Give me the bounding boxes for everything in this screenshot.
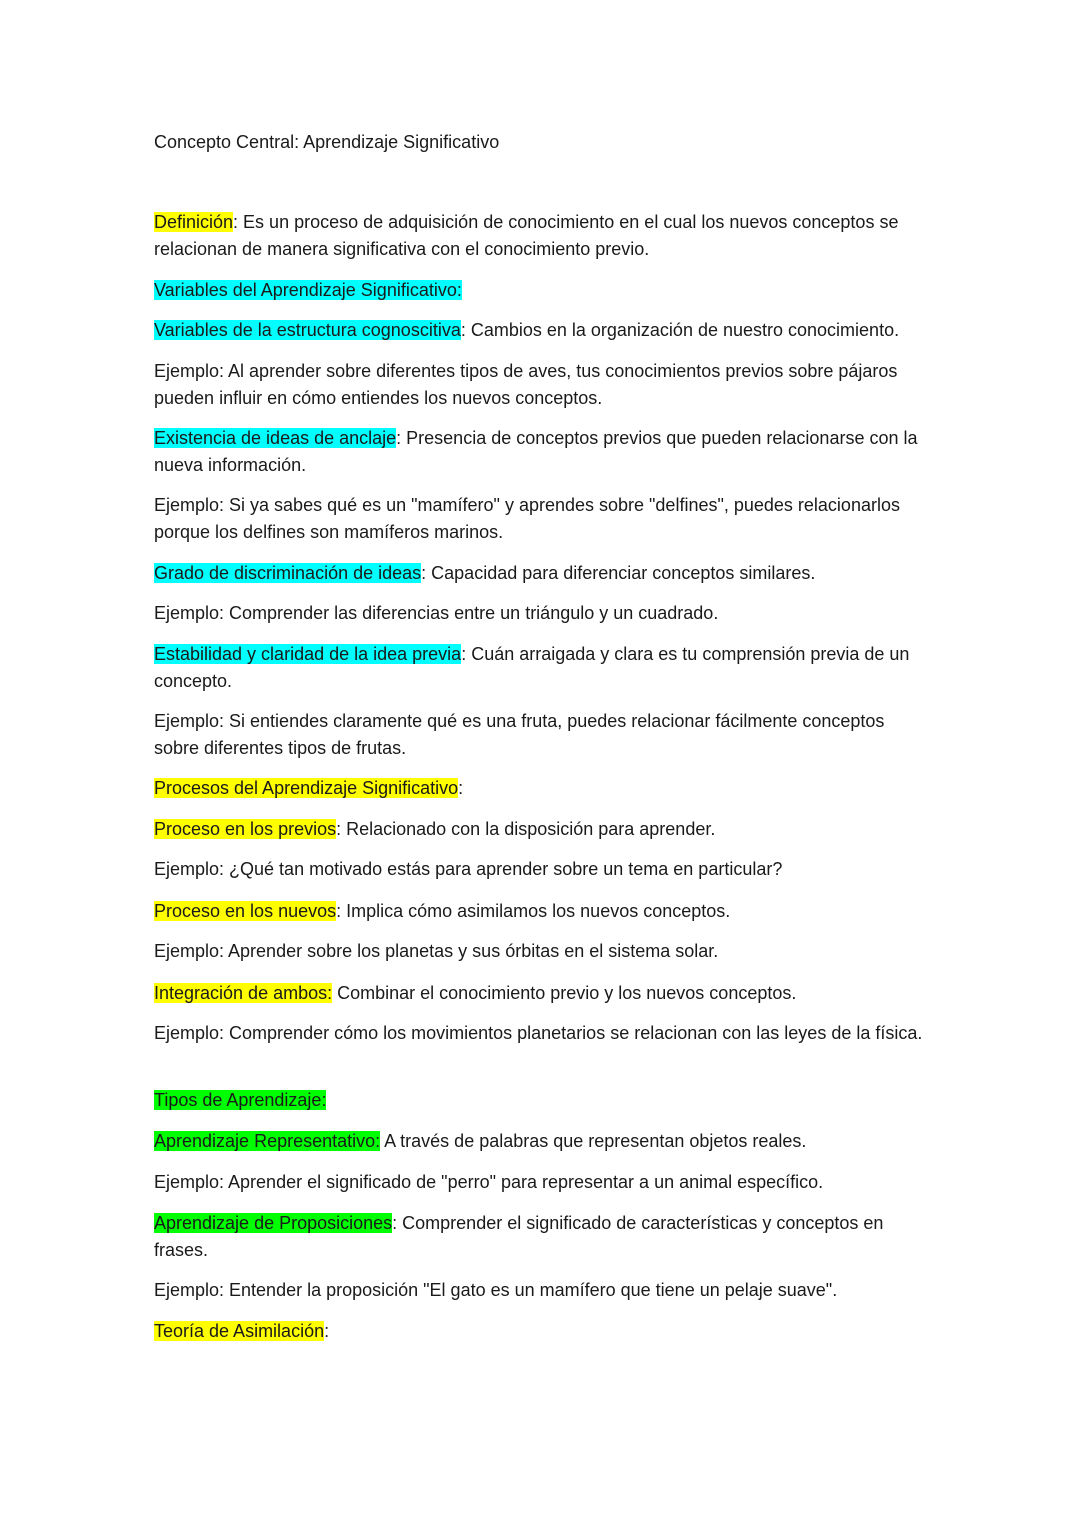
tipo-1-text: A través de palabras que representan objetos reales. <box>380 1131 807 1151</box>
definition-paragraph <box>154 209 934 263</box>
procesos-heading-suffix: : <box>458 778 464 798</box>
variable-1-text: : Cambios en la organización de nuestro conocimiento. <box>460 320 900 340</box>
variable-4-term: Estabilidad y claridad de la idea previa <box>154 644 462 664</box>
proceso-3-example: Ejemplo: Comprender cómo los movimientos planetarios se relacionan con las leyes de la física. <box>154 1023 923 1043</box>
proceso-3-text: Combinar el conocimiento previo y los nuevos conceptos. <box>332 983 797 1003</box>
variable-3 <box>154 560 934 587</box>
variables-heading-text: Variables del Aprendizaje Significativo: <box>154 280 462 300</box>
variable-2-term: Existencia de ideas de anclaje <box>154 428 397 448</box>
proceso-3-term: Integración de ambos: <box>154 983 333 1003</box>
asimilacion-heading <box>154 1318 934 1345</box>
variable-1-term: Variables de la estructura cognoscitiva <box>154 320 461 340</box>
tipo-2-term: Aprendizaje de Proposiciones <box>154 1213 393 1233</box>
proceso-1-text: : Relacionado con la disposición para aprender. <box>336 819 716 839</box>
procesos-heading-term: Procesos del Aprendizaje Significativo <box>154 778 459 798</box>
definition-text: : Es un proceso de adquisición de conocimiento en el cual los nuevos conceptos se relacionan de manera significativa con el conocimiento previo. <box>154 212 899 259</box>
variable-3-term: Grado de discriminación de ideas <box>154 563 422 583</box>
variable-3-example: Ejemplo: Comprender las diferencias entre un triángulo y un cuadrado. <box>154 603 719 623</box>
tipo-1-term: Aprendizaje Representativo: <box>154 1131 381 1151</box>
variable-4-example: Ejemplo: Si entiendes claramente qué es una fruta, puedes relacionar fácilmente conceptos sobre diferentes tipos de frutas. <box>154 711 885 758</box>
tipo-2-example: Ejemplo: Entender la proposición "El gato es un mamífero que tiene un pelaje suave". <box>154 1280 838 1300</box>
tipo-2 <box>154 1210 934 1264</box>
variable-1-example: Ejemplo: Al aprender sobre diferentes tipos de aves, tus conocimientos previos sobre pájaros pueden influir en cómo entiendes los nuevos conceptos. <box>154 361 898 408</box>
variable-1 <box>154 317 934 344</box>
proceso-2 <box>154 898 934 925</box>
proceso-1 <box>154 816 934 843</box>
proceso-3 <box>154 980 934 1007</box>
tipos-heading <box>154 1087 934 1114</box>
variable-2 <box>154 425 934 479</box>
definition-term: Definición <box>154 212 234 232</box>
proceso-2-term: Proceso en los nuevos <box>154 901 337 921</box>
proceso-1-term: Proceso en los previos <box>154 819 337 839</box>
variable-3-text: : Capacidad para diferenciar conceptos similares. <box>421 563 816 583</box>
variable-4 <box>154 641 934 695</box>
procesos-heading <box>154 775 934 802</box>
tipos-heading-text: Tipos de Aprendizaje: <box>154 1090 327 1110</box>
variable-2-text: : Presencia de conceptos previos que pueden relacionarse con la nueva información. <box>154 428 918 475</box>
variables-heading <box>154 277 934 304</box>
variable-2-example: Ejemplo: Si ya sabes qué es un "mamífero" y aprendes sobre "delfines", puedes relacionarlos porque los delfines son mamíferos marinos. <box>154 495 900 542</box>
page-title: Concepto Central: Aprendizaje Significativo <box>154 132 500 152</box>
tipo-1 <box>154 1128 934 1155</box>
proceso-2-example: Ejemplo: Aprender sobre los planetas y sus órbitas en el sistema solar. <box>154 941 719 961</box>
tipo-1-example: Ejemplo: Aprender el significado de "perro" para representar a un animal específico. <box>154 1172 824 1192</box>
tipo-2-text: : Comprender el significado de características y conceptos en frases. <box>154 1213 884 1260</box>
variable-4-text: : Cuán arraigada y clara es tu comprensión previa de un concepto. <box>154 644 910 691</box>
proceso-2-text: : Implica cómo asimilamos los nuevos conceptos. <box>336 901 731 921</box>
asimilacion-heading-suffix: : <box>324 1321 330 1341</box>
proceso-1-example: Ejemplo: ¿Qué tan motivado estás para aprender sobre un tema en particular? <box>154 859 783 879</box>
asimilacion-heading-term: Teoría de Asimilación <box>154 1321 325 1341</box>
